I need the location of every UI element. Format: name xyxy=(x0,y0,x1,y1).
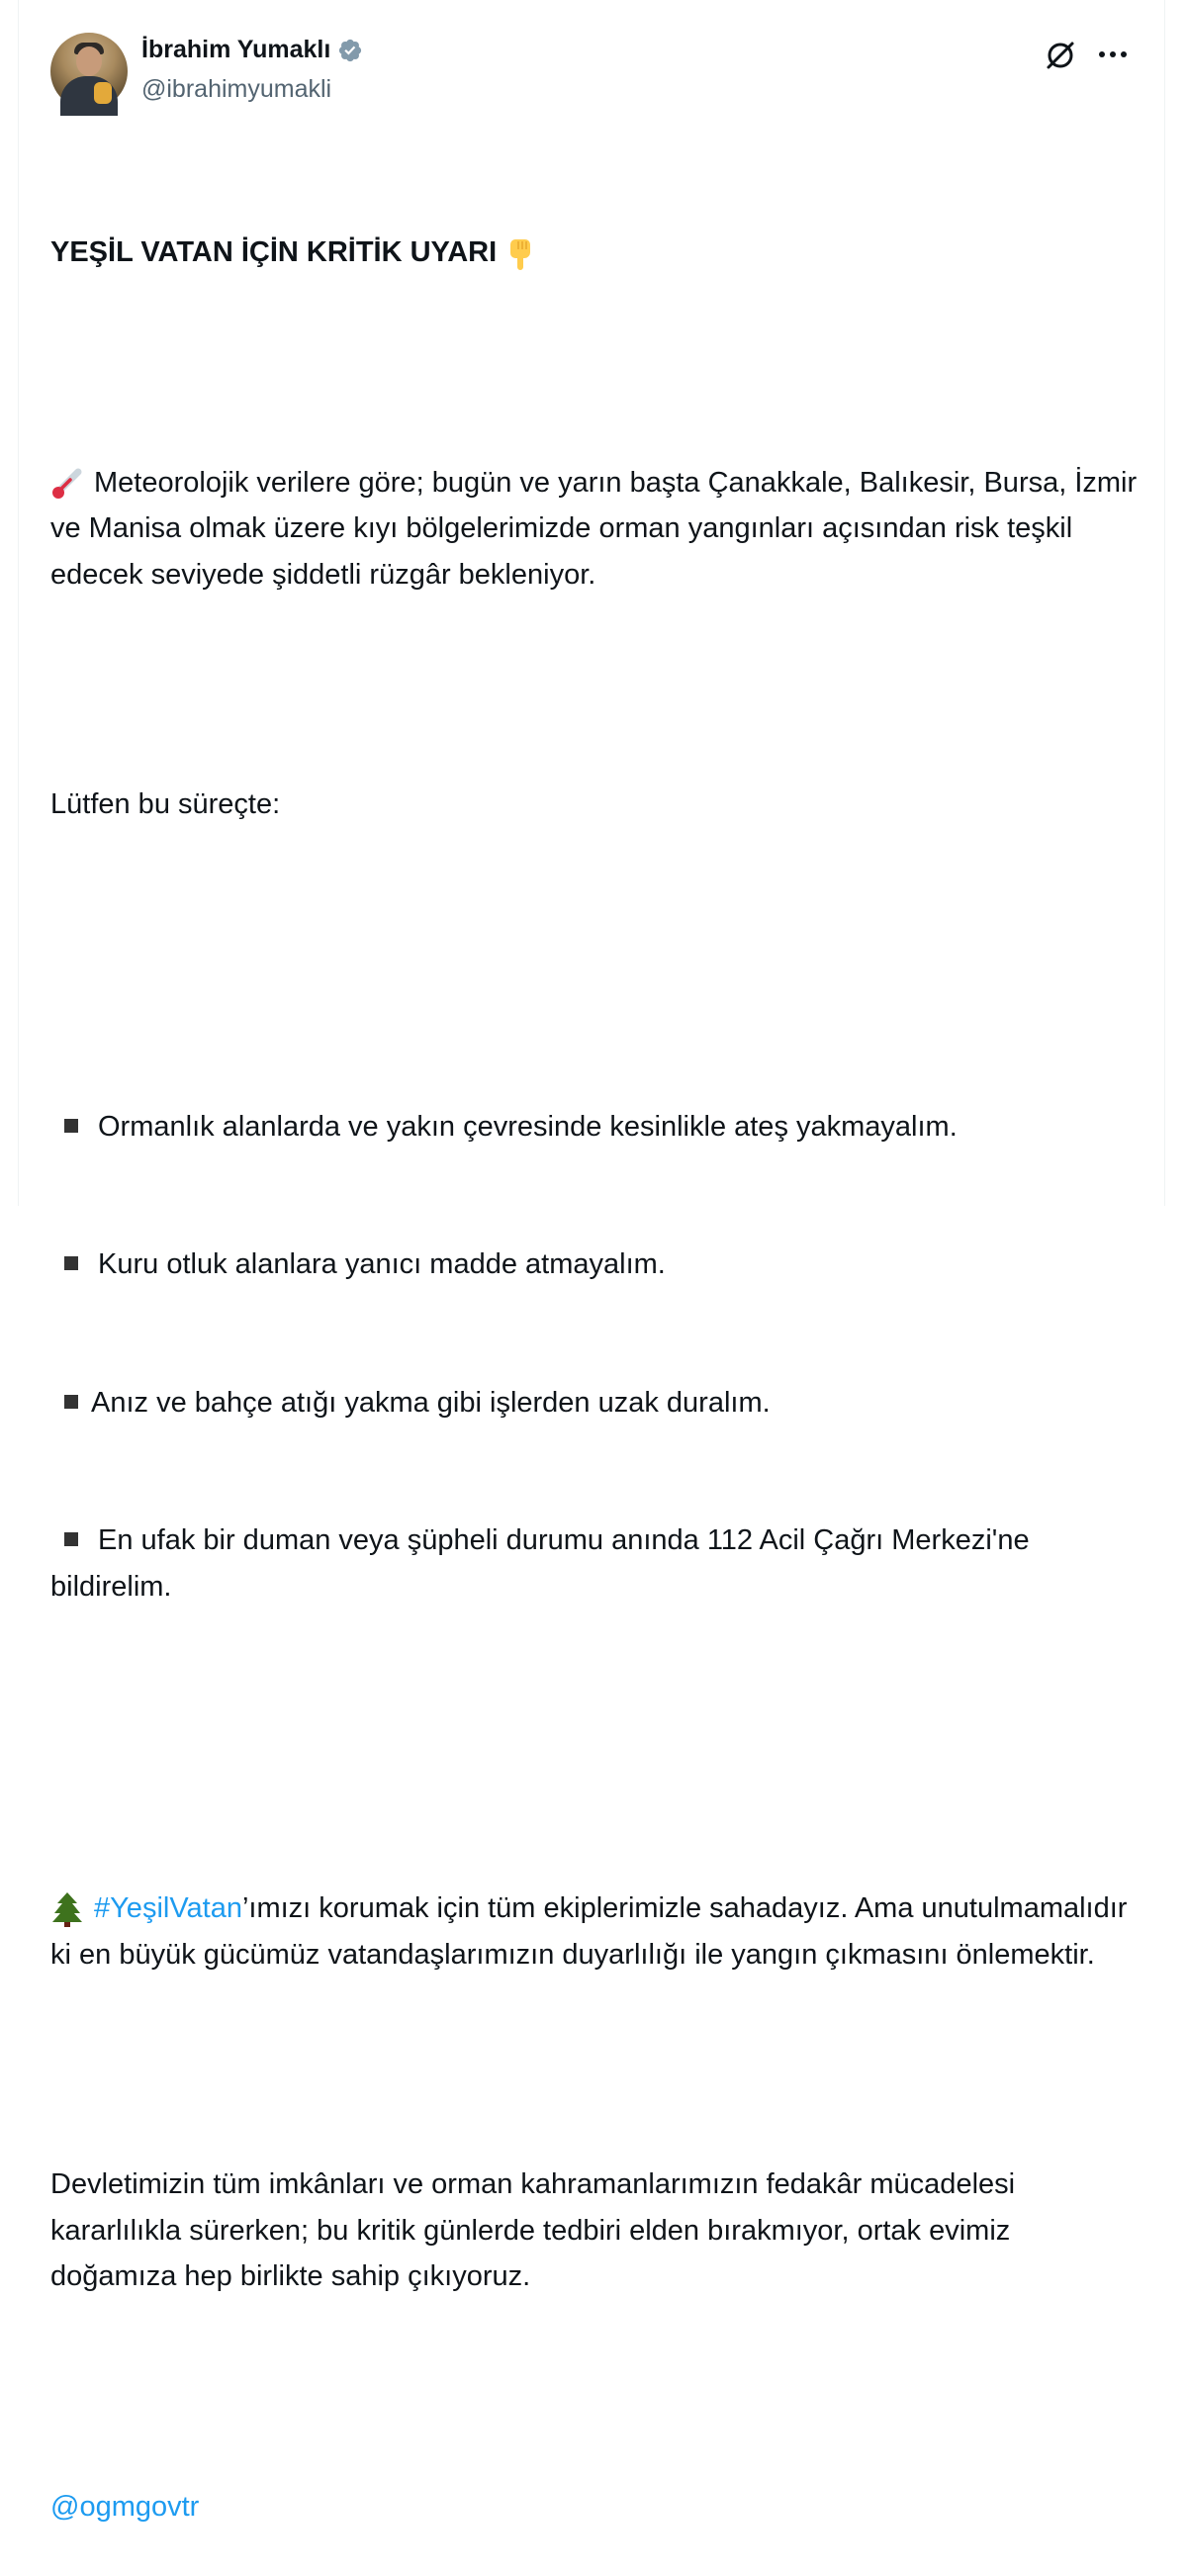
bullet-text: Ormanlık alanlarda ve yakın çevresinde kesinlikle ateş yakmayalım. xyxy=(98,1110,958,1143)
tweet-text xyxy=(50,138,1145,2576)
tweet-bullet-list xyxy=(50,1012,1139,1702)
bullet-square-icon xyxy=(64,1256,78,1270)
author-name[interactable]: İbrahim Yumaklı xyxy=(141,36,331,63)
author-name-row xyxy=(141,36,363,64)
more-options-icon[interactable] xyxy=(1096,40,1130,69)
list-item xyxy=(50,1104,1139,1150)
thermometer-icon xyxy=(50,467,84,501)
hashtag-link[interactable]: #YeşilVatan xyxy=(94,1892,242,1924)
tweet-headline: YEŞİL VATAN İÇİN KRİTİK UYARI xyxy=(50,236,498,268)
avatar-face xyxy=(76,46,102,76)
evergreen-tree-icon xyxy=(50,1891,84,1927)
mention-link[interactable]: @ogmgovtr xyxy=(50,2490,200,2523)
tweet-request-intro: Lütfen bu süreçte: xyxy=(50,788,281,820)
bullet-square-icon xyxy=(64,1119,78,1133)
bullet-text: Kuru otluk alanlara yanıcı madde atmayalım. xyxy=(98,1248,666,1280)
pointing-down-hand-icon xyxy=(506,235,536,271)
tweet-intro: Meteorolojik verilere göre; bugün ve yarın başta Çanakkale, Balıkesir, Bursa, İzmir ve Manisa olmak üzere kıyı bölgelerimizde orman yangınları açısından risk teşkil edecek seviyede şiddetli rüzgâr bekleniyor. xyxy=(50,466,1145,591)
list-item xyxy=(50,1380,1139,1426)
hashtag-suffix: ’ımızı korumak için tüm ekiplerimizle sahadayız. Ama unutulmamalıdır ki en büyük gücümüz vatandaşlarımızın duyarlılığı ile yangın çıkmasını önlemektir. xyxy=(50,1892,1136,1971)
list-item xyxy=(50,1242,1139,1288)
avatar[interactable] xyxy=(50,33,128,110)
author-handle[interactable]: @ibrahimyumakli xyxy=(141,75,332,103)
avatar-wheat xyxy=(94,82,112,104)
tweet-closing: Devletimizin tüm imkânları ve orman kahramanlarımızın fedakâr mücadelesi kararlılıkla sürerken; bu kritik günlerde tedbiri elden bırakmıyor, ortak evimiz doğamıza hep birlikte sahip çıkıyoruz. xyxy=(50,2168,1024,2292)
bullet-text: En ufak bir duman veya şüpheli durumu anında 112 Acil Çağrı Merkezi'ne bildirelim. xyxy=(50,1524,1038,1603)
tweet-headline-line xyxy=(50,230,1139,276)
bullet-square-icon xyxy=(64,1395,78,1409)
tweet-mention-line xyxy=(50,2484,1139,2530)
verified-badge-icon xyxy=(337,38,363,63)
tweet-intro-paragraph xyxy=(50,460,1145,598)
grok-icon[interactable] xyxy=(1043,38,1078,73)
bullet-text: Anız ve bahçe atığı yakma gibi işlerden uzak duralım. xyxy=(91,1386,771,1419)
list-item xyxy=(50,1518,1139,1610)
tweet-hashtag-paragraph xyxy=(50,1886,1139,1978)
bullet-square-icon xyxy=(64,1532,78,1546)
